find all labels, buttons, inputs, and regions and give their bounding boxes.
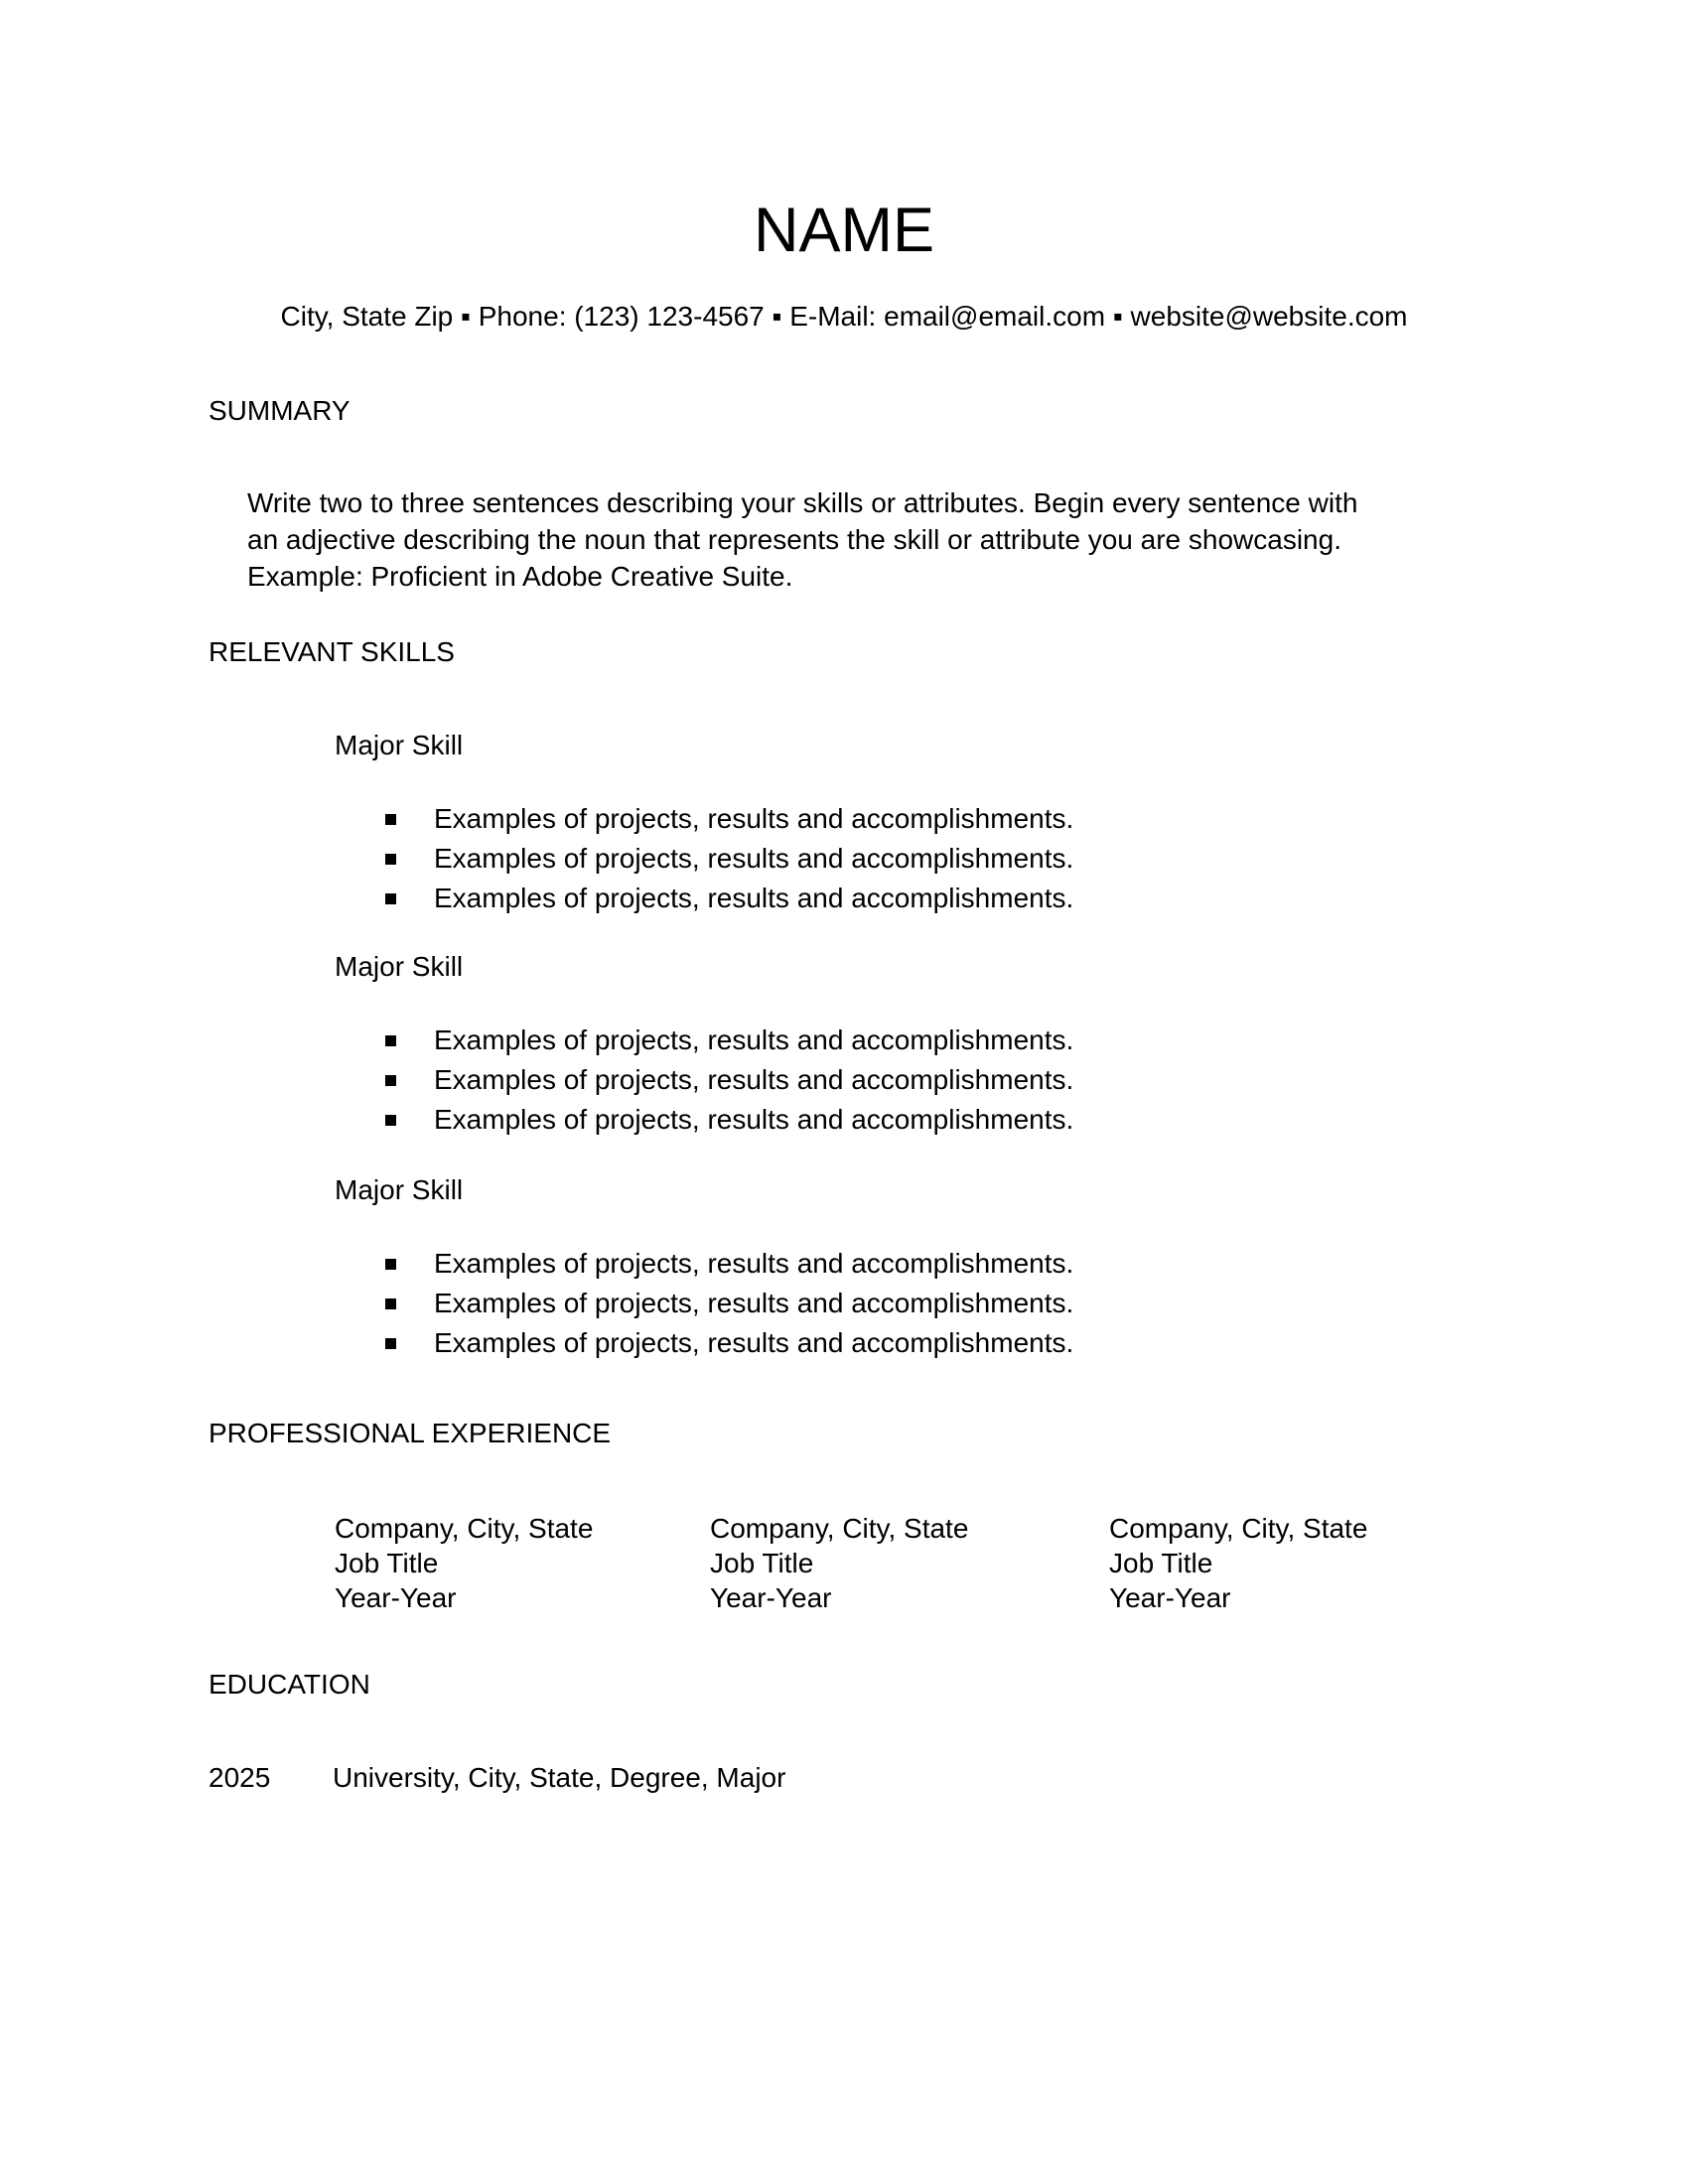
experience-entry <box>1109 1511 1367 1615</box>
bullet-square-icon <box>385 854 396 865</box>
bullet-square-icon <box>385 1259 396 1270</box>
summary-paragraph <box>247 484 1498 595</box>
experience-job-title: Job Title <box>710 1548 814 1578</box>
bullet-item <box>385 1060 1073 1100</box>
bullet-square-icon <box>385 814 396 825</box>
bullet-item <box>385 799 1073 839</box>
section-heading-summary: SUMMARY <box>209 395 351 426</box>
summary-line: an adjective describing the noun that represents the skill or attribute you are showcasing. <box>247 524 1341 555</box>
bullet-item <box>385 1100 1073 1140</box>
skill-title: Major Skill <box>335 951 464 982</box>
bullet-item <box>385 879 1073 918</box>
bullet-text: Examples of projects, results and accomplishments. <box>434 883 1074 913</box>
experience-company: Company, City, State <box>710 1513 969 1544</box>
bullet-text: Examples of projects, results and accomplishments. <box>434 1064 1074 1095</box>
experience-entry <box>335 1511 593 1615</box>
bullet-text: Examples of projects, results and accomplishments. <box>434 843 1074 874</box>
bullet-text: Examples of projects, results and accomplishments. <box>434 1024 1074 1055</box>
bullet-square-icon <box>385 1115 396 1126</box>
section-heading-relevant-skills: RELEVANT SKILLS <box>209 636 455 667</box>
education-detail: University, City, State, Degree, Major <box>333 1762 786 1793</box>
bullet-text: Examples of projects, results and accomplishments. <box>434 1104 1074 1135</box>
bullet-text: Examples of projects, results and accomplishments. <box>434 1288 1074 1318</box>
experience-company: Company, City, State <box>1109 1513 1368 1544</box>
education-year: 2025 <box>209 1762 271 1793</box>
bullet-square-icon <box>385 1035 396 1046</box>
section-heading-education: EDUCATION <box>209 1669 370 1700</box>
summary-line: Example: Proficient in Adobe Creative Suite. <box>247 561 793 592</box>
experience-years: Year-Year <box>335 1582 457 1613</box>
bullet-item <box>385 1021 1073 1060</box>
experience-company: Company, City, State <box>335 1513 594 1544</box>
bullet-item <box>385 839 1073 879</box>
bullet-text: Examples of projects, results and accomplishments. <box>434 1248 1074 1279</box>
experience-job-title: Job Title <box>1109 1548 1213 1578</box>
bullet-square-icon <box>385 1298 396 1309</box>
bullet-text: Examples of projects, results and accomplishments. <box>434 803 1074 834</box>
bullet-list <box>385 1021 1073 1140</box>
contact-line: City, State Zip ▪ Phone: (123) 123-4567 ▪ E-Mail: email@email.com ▪ website@website.com <box>280 301 1408 332</box>
skill-title: Major Skill <box>335 1174 464 1205</box>
bullet-list <box>385 799 1073 918</box>
experience-row <box>0 1511 1688 1620</box>
experience-years: Year-Year <box>710 1582 832 1613</box>
bullet-text: Examples of projects, results and accomplishments. <box>434 1327 1074 1358</box>
experience-job-title: Job Title <box>335 1548 439 1578</box>
bullet-item <box>385 1244 1073 1284</box>
bullet-item <box>385 1323 1073 1363</box>
summary-line: Write two to three sentences describing your skills or attributes. Begin every sentence with <box>247 487 1358 518</box>
experience-entry <box>710 1511 968 1615</box>
name-title: NAME <box>753 196 935 265</box>
bullet-square-icon <box>385 893 396 904</box>
bullet-list <box>385 1244 1073 1363</box>
skill-title: Major Skill <box>335 730 464 760</box>
experience-years: Year-Year <box>1109 1582 1231 1613</box>
bullet-square-icon <box>385 1075 396 1086</box>
section-heading-professional-experience: PROFESSIONAL EXPERIENCE <box>209 1418 612 1448</box>
bullet-item <box>385 1284 1073 1323</box>
bullet-square-icon <box>385 1338 396 1349</box>
